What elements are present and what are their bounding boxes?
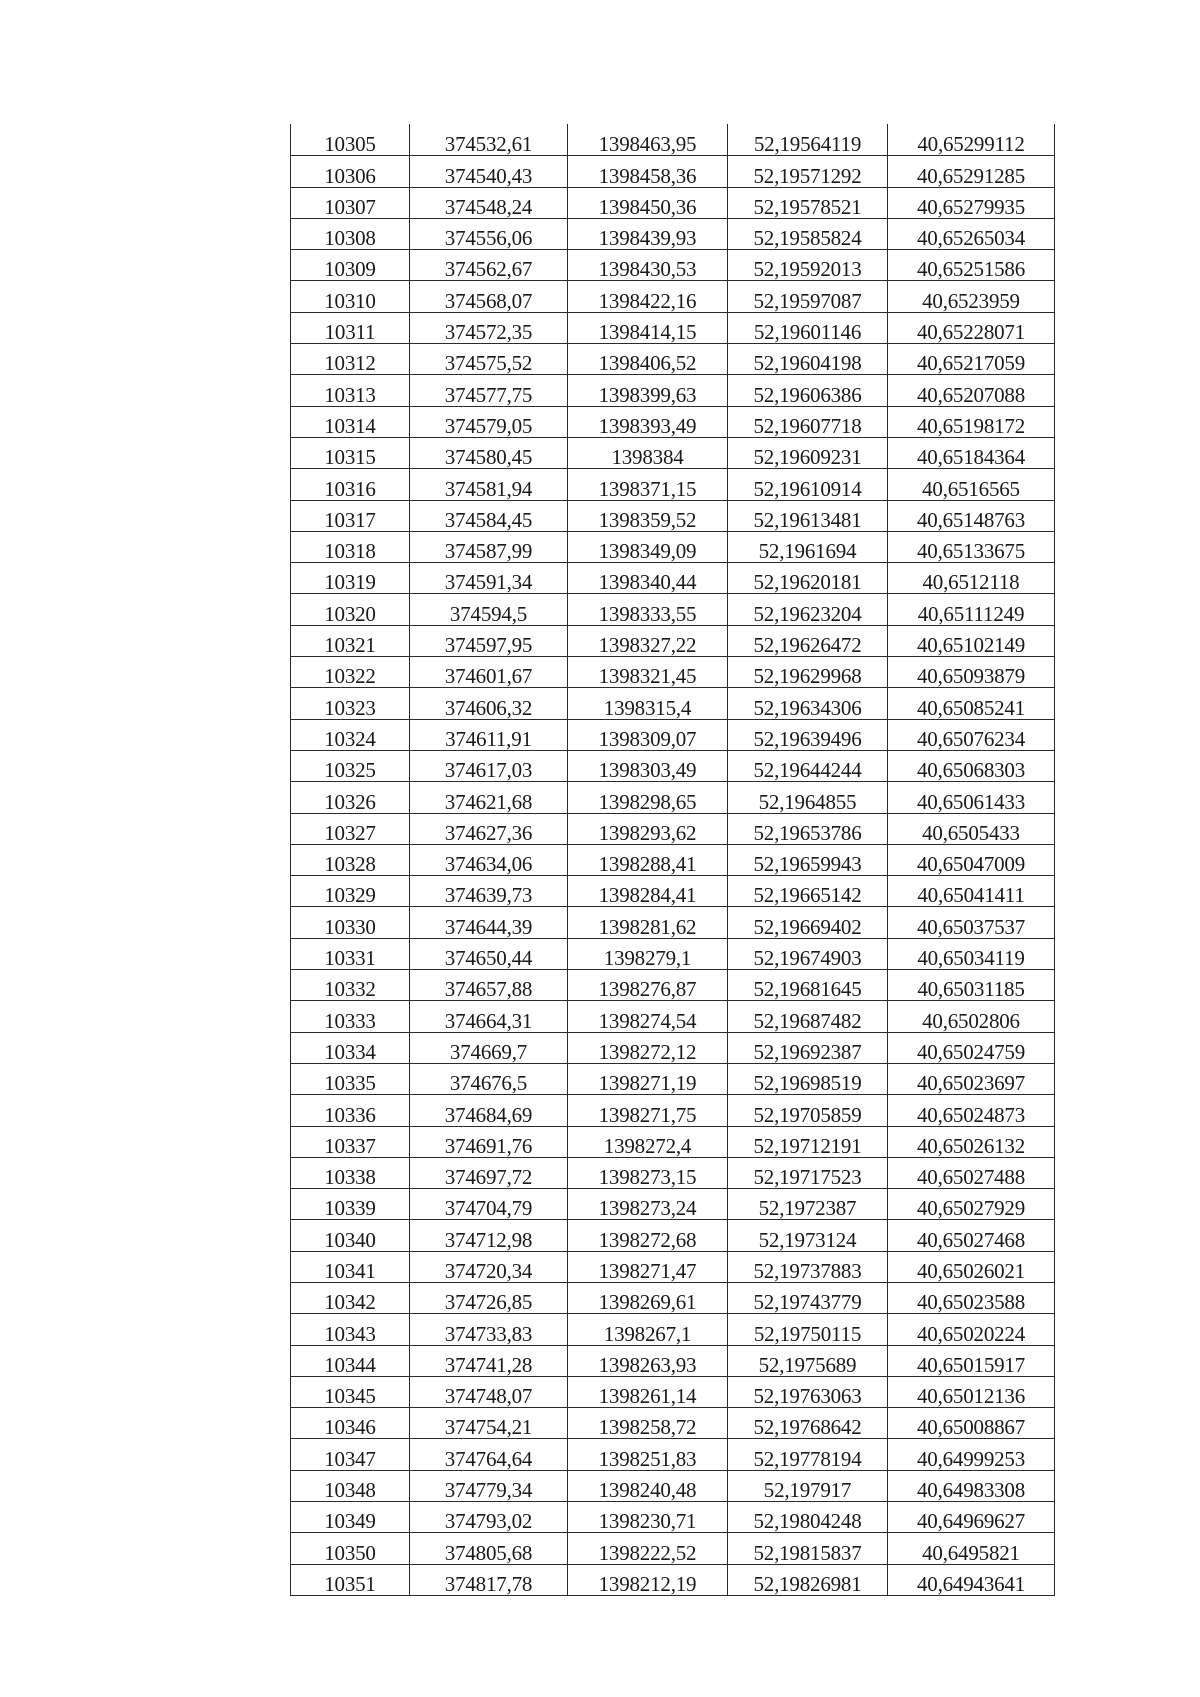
x-coordinate-cell: 374664,31 [410, 1001, 568, 1032]
latitude-cell: 52,19601146 [728, 312, 888, 343]
point-number-cell: 10347 [291, 1439, 410, 1470]
y-coordinate-cell: 1398430,53 [568, 250, 728, 281]
latitude-cell: 52,19750115 [728, 1314, 888, 1345]
longitude-cell: 40,64969627 [888, 1502, 1055, 1533]
longitude-cell: 40,65217059 [888, 344, 1055, 375]
y-coordinate-cell: 1398414,15 [568, 312, 728, 343]
point-number-cell: 10332 [291, 970, 410, 1001]
longitude-cell: 40,65148763 [888, 500, 1055, 531]
table-row [291, 876, 1055, 907]
longitude-cell: 40,65047009 [888, 844, 1055, 875]
table-row [291, 1189, 1055, 1220]
point-number-cell: 10335 [291, 1063, 410, 1094]
table-row [291, 1314, 1055, 1345]
longitude-cell: 40,65037537 [888, 907, 1055, 938]
longitude-cell: 40,64943641 [888, 1564, 1055, 1595]
y-coordinate-cell: 1398422,16 [568, 281, 728, 312]
latitude-cell: 52,19571292 [728, 156, 888, 187]
longitude-cell: 40,65184364 [888, 437, 1055, 468]
y-coordinate-cell: 1398371,15 [568, 469, 728, 500]
longitude-cell: 40,65027929 [888, 1189, 1055, 1220]
longitude-cell: 40,65023697 [888, 1063, 1055, 1094]
table-row [291, 750, 1055, 781]
table-row [291, 844, 1055, 875]
x-coordinate-cell: 374577,75 [410, 375, 568, 406]
longitude-cell: 40,65023588 [888, 1282, 1055, 1313]
longitude-cell: 40,65026021 [888, 1251, 1055, 1282]
longitude-cell: 40,65027468 [888, 1220, 1055, 1251]
table-row [291, 1063, 1055, 1094]
x-coordinate-cell: 374621,68 [410, 782, 568, 813]
x-coordinate-cell: 374634,06 [410, 844, 568, 875]
x-coordinate-cell: 374594,5 [410, 594, 568, 625]
y-coordinate-cell: 1398458,36 [568, 156, 728, 187]
latitude-cell: 52,1975689 [728, 1345, 888, 1376]
latitude-cell: 52,19613481 [728, 500, 888, 531]
table-row [291, 375, 1055, 406]
y-coordinate-cell: 1398276,87 [568, 970, 728, 1001]
x-coordinate-cell: 374606,32 [410, 688, 568, 719]
point-number-cell: 10317 [291, 500, 410, 531]
x-coordinate-cell: 374657,88 [410, 970, 568, 1001]
longitude-cell: 40,64983308 [888, 1470, 1055, 1501]
table-row [291, 1220, 1055, 1251]
y-coordinate-cell: 1398269,61 [568, 1282, 728, 1313]
x-coordinate-cell: 374754,21 [410, 1408, 568, 1439]
latitude-cell: 52,19681645 [728, 970, 888, 1001]
longitude-cell: 40,6502806 [888, 1001, 1055, 1032]
latitude-cell: 52,19610914 [728, 469, 888, 500]
table-row [291, 344, 1055, 375]
longitude-cell: 40,65024759 [888, 1032, 1055, 1063]
longitude-cell: 40,65012136 [888, 1376, 1055, 1407]
x-coordinate-cell: 374556,06 [410, 218, 568, 249]
x-coordinate-cell: 374650,44 [410, 938, 568, 969]
longitude-cell: 40,65020224 [888, 1314, 1055, 1345]
longitude-cell: 40,65068303 [888, 750, 1055, 781]
point-number-cell: 10327 [291, 813, 410, 844]
table-row [291, 500, 1055, 531]
y-coordinate-cell: 1398309,07 [568, 719, 728, 750]
point-number-cell: 10351 [291, 1564, 410, 1595]
point-number-cell: 10318 [291, 531, 410, 562]
y-coordinate-cell: 1398258,72 [568, 1408, 728, 1439]
latitude-cell: 52,1973124 [728, 1220, 888, 1251]
point-number-cell: 10323 [291, 688, 410, 719]
x-coordinate-cell: 374540,43 [410, 156, 568, 187]
y-coordinate-cell: 1398261,14 [568, 1376, 728, 1407]
latitude-cell: 52,19687482 [728, 1001, 888, 1032]
y-coordinate-cell: 1398288,41 [568, 844, 728, 875]
longitude-cell: 40,65198172 [888, 406, 1055, 437]
y-coordinate-cell: 1398349,09 [568, 531, 728, 562]
latitude-cell: 52,19606386 [728, 375, 888, 406]
point-number-cell: 10328 [291, 844, 410, 875]
latitude-cell: 52,19665142 [728, 876, 888, 907]
table-row [291, 1345, 1055, 1376]
longitude-cell: 40,65026132 [888, 1126, 1055, 1157]
y-coordinate-cell: 1398439,93 [568, 218, 728, 249]
latitude-cell: 52,19778194 [728, 1439, 888, 1470]
y-coordinate-cell: 1398284,41 [568, 876, 728, 907]
y-coordinate-cell: 1398393,49 [568, 406, 728, 437]
x-coordinate-cell: 374611,91 [410, 719, 568, 750]
longitude-cell: 40,65102149 [888, 625, 1055, 656]
latitude-cell: 52,19578521 [728, 187, 888, 218]
longitude-cell: 40,64999253 [888, 1439, 1055, 1470]
latitude-cell: 52,19592013 [728, 250, 888, 281]
longitude-cell: 40,65085241 [888, 688, 1055, 719]
latitude-cell: 52,19644244 [728, 750, 888, 781]
longitude-cell: 40,65061433 [888, 782, 1055, 813]
longitude-cell: 40,65015917 [888, 1345, 1055, 1376]
point-number-cell: 10324 [291, 719, 410, 750]
table-row [291, 1032, 1055, 1063]
x-coordinate-cell: 374568,07 [410, 281, 568, 312]
point-number-cell: 10343 [291, 1314, 410, 1345]
y-coordinate-cell: 1398327,22 [568, 625, 728, 656]
latitude-cell: 52,19705859 [728, 1095, 888, 1126]
latitude-cell: 52,1961694 [728, 531, 888, 562]
point-number-cell: 10306 [291, 156, 410, 187]
latitude-cell: 52,19669402 [728, 907, 888, 938]
point-number-cell: 10316 [291, 469, 410, 500]
y-coordinate-cell: 1398333,55 [568, 594, 728, 625]
point-number-cell: 10333 [291, 1001, 410, 1032]
point-number-cell: 10337 [291, 1126, 410, 1157]
latitude-cell: 52,19604198 [728, 344, 888, 375]
point-number-cell: 10312 [291, 344, 410, 375]
latitude-cell: 52,19620181 [728, 563, 888, 594]
point-number-cell: 10334 [291, 1032, 410, 1063]
table-row [291, 218, 1055, 249]
x-coordinate-cell: 374669,7 [410, 1032, 568, 1063]
y-coordinate-cell: 1398450,36 [568, 187, 728, 218]
point-number-cell: 10314 [291, 406, 410, 437]
x-coordinate-cell: 374644,39 [410, 907, 568, 938]
table-row [291, 312, 1055, 343]
point-number-cell: 10315 [291, 437, 410, 468]
latitude-cell: 52,19692387 [728, 1032, 888, 1063]
point-number-cell: 10307 [291, 187, 410, 218]
longitude-cell: 40,6495821 [888, 1533, 1055, 1564]
point-number-cell: 10322 [291, 657, 410, 688]
point-number-cell: 10329 [291, 876, 410, 907]
x-coordinate-cell: 374817,78 [410, 1564, 568, 1595]
longitude-cell: 40,65291285 [888, 156, 1055, 187]
y-coordinate-cell: 1398359,52 [568, 500, 728, 531]
x-coordinate-cell: 374548,24 [410, 187, 568, 218]
table-row [291, 688, 1055, 719]
latitude-cell: 52,19607718 [728, 406, 888, 437]
latitude-cell: 52,1972387 [728, 1189, 888, 1220]
latitude-cell: 52,19763063 [728, 1376, 888, 1407]
x-coordinate-cell: 374587,99 [410, 531, 568, 562]
y-coordinate-cell: 1398272,68 [568, 1220, 728, 1251]
y-coordinate-cell: 1398281,62 [568, 907, 728, 938]
x-coordinate-cell: 374676,5 [410, 1063, 568, 1094]
latitude-cell: 52,19768642 [728, 1408, 888, 1439]
table-row [291, 1470, 1055, 1501]
y-coordinate-cell: 1398240,48 [568, 1470, 728, 1501]
longitude-cell: 40,65024873 [888, 1095, 1055, 1126]
table-row [291, 782, 1055, 813]
x-coordinate-cell: 374580,45 [410, 437, 568, 468]
x-coordinate-cell: 374581,94 [410, 469, 568, 500]
latitude-cell: 52,19653786 [728, 813, 888, 844]
point-number-cell: 10319 [291, 563, 410, 594]
latitude-cell: 52,19609231 [728, 437, 888, 468]
x-coordinate-cell: 374584,45 [410, 500, 568, 531]
x-coordinate-cell: 374741,28 [410, 1345, 568, 1376]
longitude-cell: 40,6505433 [888, 813, 1055, 844]
point-number-cell: 10320 [291, 594, 410, 625]
point-number-cell: 10344 [291, 1345, 410, 1376]
longitude-cell: 40,65251586 [888, 250, 1055, 281]
point-number-cell: 10340 [291, 1220, 410, 1251]
y-coordinate-cell: 1398271,19 [568, 1063, 728, 1094]
point-number-cell: 10330 [291, 907, 410, 938]
table-row [291, 813, 1055, 844]
y-coordinate-cell: 1398263,93 [568, 1345, 728, 1376]
y-coordinate-cell: 1398230,71 [568, 1502, 728, 1533]
x-coordinate-cell: 374779,34 [410, 1470, 568, 1501]
latitude-cell: 52,19597087 [728, 281, 888, 312]
y-coordinate-cell: 1398222,52 [568, 1533, 728, 1564]
y-coordinate-cell: 1398274,54 [568, 1001, 728, 1032]
table-row [291, 437, 1055, 468]
x-coordinate-cell: 374572,35 [410, 312, 568, 343]
latitude-cell: 52,19639496 [728, 719, 888, 750]
x-coordinate-cell: 374579,05 [410, 406, 568, 437]
y-coordinate-cell: 1398406,52 [568, 344, 728, 375]
table-row [291, 531, 1055, 562]
coordinates-table [290, 124, 1055, 1596]
x-coordinate-cell: 374591,34 [410, 563, 568, 594]
longitude-cell: 40,65027488 [888, 1157, 1055, 1188]
point-number-cell: 10331 [291, 938, 410, 969]
table-row [291, 250, 1055, 281]
point-number-cell: 10313 [291, 375, 410, 406]
table-row [291, 657, 1055, 688]
point-number-cell: 10325 [291, 750, 410, 781]
latitude-cell: 52,19564119 [728, 125, 888, 156]
table-row [291, 1439, 1055, 1470]
point-number-cell: 10339 [291, 1189, 410, 1220]
longitude-cell: 40,65111249 [888, 594, 1055, 625]
longitude-cell: 40,65076234 [888, 719, 1055, 750]
x-coordinate-cell: 374601,67 [410, 657, 568, 688]
table-row [291, 187, 1055, 218]
longitude-cell: 40,65279935 [888, 187, 1055, 218]
y-coordinate-cell: 1398272,12 [568, 1032, 728, 1063]
point-number-cell: 10349 [291, 1502, 410, 1533]
x-coordinate-cell: 374597,95 [410, 625, 568, 656]
table-row [291, 125, 1055, 156]
table-row [291, 938, 1055, 969]
latitude-cell: 52,19712191 [728, 1126, 888, 1157]
table-row [291, 1126, 1055, 1157]
latitude-cell: 52,19826981 [728, 1564, 888, 1595]
point-number-cell: 10348 [291, 1470, 410, 1501]
point-number-cell: 10336 [291, 1095, 410, 1126]
latitude-cell: 52,197917 [728, 1470, 888, 1501]
x-coordinate-cell: 374639,73 [410, 876, 568, 907]
point-number-cell: 10341 [291, 1251, 410, 1282]
x-coordinate-cell: 374793,02 [410, 1502, 568, 1533]
x-coordinate-cell: 374704,79 [410, 1189, 568, 1220]
point-number-cell: 10311 [291, 312, 410, 343]
longitude-cell: 40,65008867 [888, 1408, 1055, 1439]
latitude-cell: 52,19743779 [728, 1282, 888, 1313]
table-row [291, 907, 1055, 938]
point-number-cell: 10308 [291, 218, 410, 249]
longitude-cell: 40,65031185 [888, 970, 1055, 1001]
longitude-cell: 40,65133675 [888, 531, 1055, 562]
table-row [291, 156, 1055, 187]
table-row [291, 1502, 1055, 1533]
table-row [291, 594, 1055, 625]
table-row [291, 563, 1055, 594]
latitude-cell: 52,19674903 [728, 938, 888, 969]
x-coordinate-cell: 374726,85 [410, 1282, 568, 1313]
point-number-cell: 10309 [291, 250, 410, 281]
longitude-cell: 40,65093879 [888, 657, 1055, 688]
latitude-cell: 52,19659943 [728, 844, 888, 875]
y-coordinate-cell: 1398384 [568, 437, 728, 468]
longitude-cell: 40,65299112 [888, 125, 1055, 156]
y-coordinate-cell: 1398279,1 [568, 938, 728, 969]
y-coordinate-cell: 1398321,45 [568, 657, 728, 688]
longitude-cell: 40,65041411 [888, 876, 1055, 907]
y-coordinate-cell: 1398399,63 [568, 375, 728, 406]
latitude-cell: 52,19737883 [728, 1251, 888, 1282]
point-number-cell: 10338 [291, 1157, 410, 1188]
x-coordinate-cell: 374733,83 [410, 1314, 568, 1345]
y-coordinate-cell: 1398303,49 [568, 750, 728, 781]
table-row [291, 970, 1055, 1001]
point-number-cell: 10326 [291, 782, 410, 813]
longitude-cell: 40,65207088 [888, 375, 1055, 406]
longitude-cell: 40,6523959 [888, 281, 1055, 312]
x-coordinate-cell: 374575,52 [410, 344, 568, 375]
coordinates-table-body [291, 125, 1055, 1596]
x-coordinate-cell: 374532,61 [410, 125, 568, 156]
table-row [291, 1282, 1055, 1313]
longitude-cell: 40,65228071 [888, 312, 1055, 343]
x-coordinate-cell: 374748,07 [410, 1376, 568, 1407]
y-coordinate-cell: 1398212,19 [568, 1564, 728, 1595]
longitude-cell: 40,65265034 [888, 218, 1055, 249]
latitude-cell: 52,19698519 [728, 1063, 888, 1094]
point-number-cell: 10305 [291, 125, 410, 156]
x-coordinate-cell: 374691,76 [410, 1126, 568, 1157]
longitude-cell: 40,6516565 [888, 469, 1055, 500]
table-row [291, 281, 1055, 312]
point-number-cell: 10345 [291, 1376, 410, 1407]
x-coordinate-cell: 374562,67 [410, 250, 568, 281]
x-coordinate-cell: 374697,72 [410, 1157, 568, 1188]
y-coordinate-cell: 1398273,24 [568, 1189, 728, 1220]
table-row [291, 1095, 1055, 1126]
y-coordinate-cell: 1398340,44 [568, 563, 728, 594]
x-coordinate-cell: 374805,68 [410, 1533, 568, 1564]
y-coordinate-cell: 1398272,4 [568, 1126, 728, 1157]
latitude-cell: 52,19815837 [728, 1533, 888, 1564]
x-coordinate-cell: 374712,98 [410, 1220, 568, 1251]
table-row [291, 1001, 1055, 1032]
longitude-cell: 40,6512118 [888, 563, 1055, 594]
point-number-cell: 10350 [291, 1533, 410, 1564]
latitude-cell: 52,19717523 [728, 1157, 888, 1188]
table-row [291, 625, 1055, 656]
table-row [291, 1408, 1055, 1439]
latitude-cell: 52,19804248 [728, 1502, 888, 1533]
table-row [291, 1564, 1055, 1595]
y-coordinate-cell: 1398315,4 [568, 688, 728, 719]
y-coordinate-cell: 1398298,65 [568, 782, 728, 813]
y-coordinate-cell: 1398271,47 [568, 1251, 728, 1282]
y-coordinate-cell: 1398271,75 [568, 1095, 728, 1126]
table-row [291, 469, 1055, 500]
latitude-cell: 52,19634306 [728, 688, 888, 719]
x-coordinate-cell: 374627,36 [410, 813, 568, 844]
y-coordinate-cell: 1398267,1 [568, 1314, 728, 1345]
table-row [291, 1533, 1055, 1564]
longitude-cell: 40,65034119 [888, 938, 1055, 969]
point-number-cell: 10346 [291, 1408, 410, 1439]
point-number-cell: 10321 [291, 625, 410, 656]
point-number-cell: 10310 [291, 281, 410, 312]
x-coordinate-cell: 374720,34 [410, 1251, 568, 1282]
y-coordinate-cell: 1398463,95 [568, 125, 728, 156]
latitude-cell: 52,19623204 [728, 594, 888, 625]
y-coordinate-cell: 1398293,62 [568, 813, 728, 844]
x-coordinate-cell: 374684,69 [410, 1095, 568, 1126]
latitude-cell: 52,1964855 [728, 782, 888, 813]
table-row [291, 719, 1055, 750]
point-number-cell: 10342 [291, 1282, 410, 1313]
table-row [291, 1251, 1055, 1282]
x-coordinate-cell: 374764,64 [410, 1439, 568, 1470]
latitude-cell: 52,19629968 [728, 657, 888, 688]
y-coordinate-cell: 1398251,83 [568, 1439, 728, 1470]
latitude-cell: 52,19585824 [728, 218, 888, 249]
table-row [291, 1157, 1055, 1188]
latitude-cell: 52,19626472 [728, 625, 888, 656]
table-row [291, 406, 1055, 437]
table-row [291, 1376, 1055, 1407]
x-coordinate-cell: 374617,03 [410, 750, 568, 781]
y-coordinate-cell: 1398273,15 [568, 1157, 728, 1188]
